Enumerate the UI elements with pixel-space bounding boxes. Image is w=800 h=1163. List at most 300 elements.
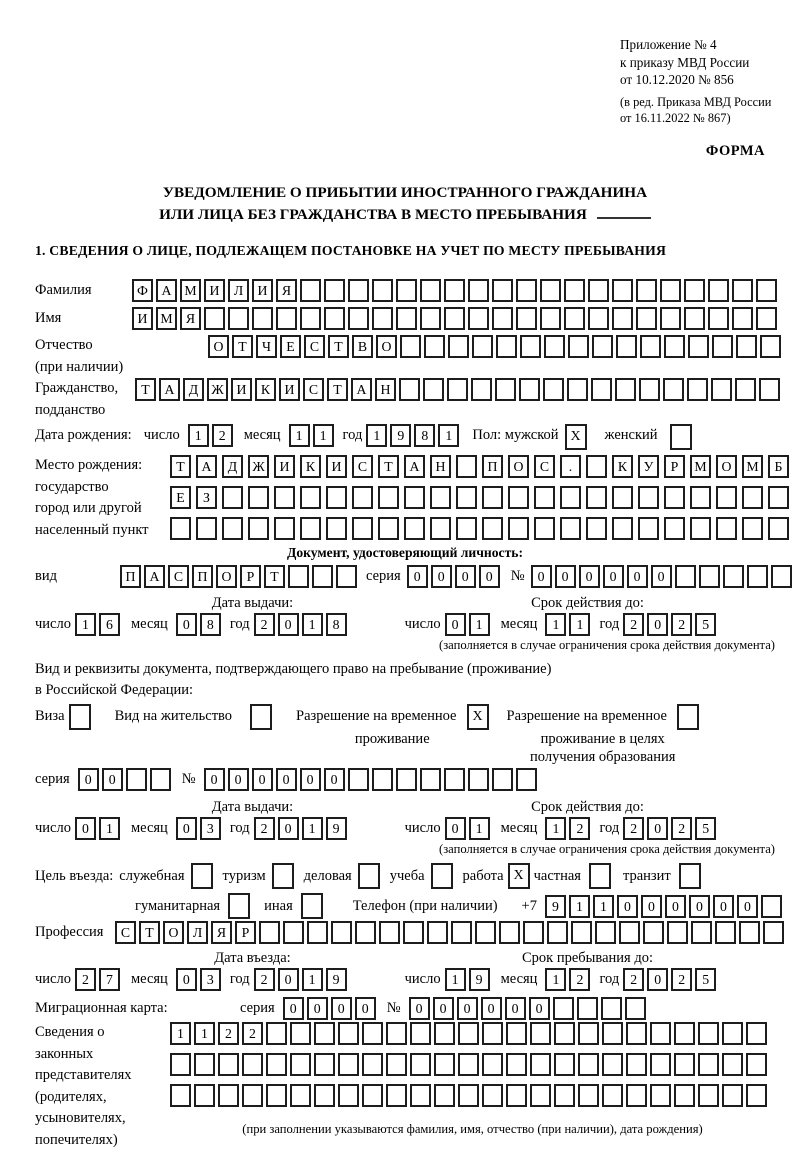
char-cell[interactable] xyxy=(283,921,304,944)
purpose-business-checkbox[interactable] xyxy=(358,863,380,889)
char-cell[interactable]: 0 xyxy=(324,768,345,791)
char-cell[interactable] xyxy=(290,1084,311,1107)
char-cell[interactable]: С xyxy=(352,455,373,478)
char-cell[interactable] xyxy=(355,921,376,944)
char-cell[interactable] xyxy=(434,1053,455,1076)
char-cell[interactable]: 0 xyxy=(579,565,600,588)
char-cell[interactable] xyxy=(708,279,729,302)
char-cell[interactable]: 0 xyxy=(433,997,454,1020)
purpose-study-checkbox[interactable] xyxy=(431,863,453,889)
char-cell[interactable]: 6 xyxy=(99,613,120,636)
char-cell[interactable] xyxy=(378,517,399,540)
char-cell[interactable]: Р xyxy=(664,455,685,478)
char-cell[interactable]: 1 xyxy=(569,613,590,636)
char-cell[interactable]: 2 xyxy=(569,817,590,840)
char-cell[interactable] xyxy=(420,279,441,302)
char-cell[interactable]: Т xyxy=(139,921,160,944)
char-cell[interactable] xyxy=(640,335,661,358)
char-cell[interactable]: А xyxy=(144,565,165,588)
char-cell[interactable]: 1 xyxy=(302,613,323,636)
char-cell[interactable] xyxy=(420,768,441,791)
char-cell[interactable] xyxy=(742,517,763,540)
char-cell[interactable] xyxy=(534,517,555,540)
char-cell[interactable]: 1 xyxy=(366,424,387,447)
char-cell[interactable] xyxy=(506,1022,527,1045)
char-cell[interactable] xyxy=(499,921,520,944)
char-cell[interactable] xyxy=(307,921,328,944)
char-cell[interactable]: А xyxy=(156,279,177,302)
char-cell[interactable] xyxy=(586,517,607,540)
char-cell[interactable] xyxy=(708,307,729,330)
char-cell[interactable] xyxy=(746,1084,767,1107)
char-cell[interactable]: Д xyxy=(222,455,243,478)
char-cell[interactable]: 0 xyxy=(603,565,624,588)
char-cell[interactable]: 0 xyxy=(407,565,428,588)
char-cell[interactable] xyxy=(314,1084,335,1107)
gender-male-checkbox[interactable]: X xyxy=(565,424,587,450)
char-cell[interactable]: Т xyxy=(170,455,191,478)
char-cell[interactable]: 1 xyxy=(313,424,334,447)
char-cell[interactable] xyxy=(482,1022,503,1045)
char-cell[interactable]: 2 xyxy=(212,424,233,447)
char-cell[interactable] xyxy=(716,517,737,540)
char-cell[interactable] xyxy=(732,279,753,302)
char-cell[interactable]: П xyxy=(120,565,141,588)
char-cell[interactable] xyxy=(684,307,705,330)
char-cell[interactable]: 2 xyxy=(671,613,692,636)
char-cell[interactable]: 1 xyxy=(194,1022,215,1045)
char-cell[interactable] xyxy=(763,921,784,944)
char-cell[interactable] xyxy=(468,768,489,791)
char-cell[interactable]: 9 xyxy=(469,968,490,991)
char-cell[interactable]: 0 xyxy=(445,613,466,636)
char-cell[interactable]: 0 xyxy=(102,768,123,791)
char-cell[interactable]: 2 xyxy=(671,968,692,991)
char-cell[interactable] xyxy=(711,378,732,401)
char-cell[interactable] xyxy=(560,517,581,540)
char-cell[interactable] xyxy=(577,997,598,1020)
char-cell[interactable] xyxy=(586,455,607,478)
char-cell[interactable]: 0 xyxy=(409,997,430,1020)
char-cell[interactable]: 0 xyxy=(276,768,297,791)
char-cell[interactable]: 0 xyxy=(307,997,328,1020)
char-cell[interactable] xyxy=(756,307,777,330)
char-cell[interactable] xyxy=(331,921,352,944)
char-cell[interactable] xyxy=(625,997,646,1020)
char-cell[interactable]: 0 xyxy=(641,895,662,918)
char-cell[interactable] xyxy=(554,1053,575,1076)
char-cell[interactable]: 1 xyxy=(99,817,120,840)
char-cell[interactable]: 1 xyxy=(545,968,566,991)
char-cell[interactable] xyxy=(530,1053,551,1076)
char-cell[interactable]: 9 xyxy=(326,968,347,991)
char-cell[interactable] xyxy=(456,486,477,509)
char-cell[interactable]: С xyxy=(304,335,325,358)
char-cell[interactable] xyxy=(352,486,373,509)
char-cell[interactable] xyxy=(553,997,574,1020)
char-cell[interactable] xyxy=(534,486,555,509)
char-cell[interactable] xyxy=(423,378,444,401)
char-cell[interactable] xyxy=(747,565,768,588)
char-cell[interactable] xyxy=(506,1053,527,1076)
char-cell[interactable] xyxy=(568,335,589,358)
char-cell[interactable]: 0 xyxy=(300,768,321,791)
char-cell[interactable]: 5 xyxy=(695,817,716,840)
purpose-other-checkbox[interactable] xyxy=(301,893,323,919)
char-cell[interactable]: М xyxy=(180,279,201,302)
char-cell[interactable]: 2 xyxy=(75,968,96,991)
char-cell[interactable]: Р xyxy=(240,565,261,588)
char-cell[interactable] xyxy=(560,486,581,509)
char-cell[interactable] xyxy=(674,1053,695,1076)
char-cell[interactable]: Т xyxy=(135,378,156,401)
char-cell[interactable] xyxy=(619,921,640,944)
char-cell[interactable]: И xyxy=(132,307,153,330)
char-cell[interactable]: 1 xyxy=(302,968,323,991)
char-cell[interactable] xyxy=(495,378,516,401)
char-cell[interactable] xyxy=(386,1084,407,1107)
char-cell[interactable]: А xyxy=(159,378,180,401)
char-cell[interactable] xyxy=(746,1022,767,1045)
char-cell[interactable]: Н xyxy=(375,378,396,401)
char-cell[interactable] xyxy=(312,565,333,588)
char-cell[interactable] xyxy=(578,1084,599,1107)
char-cell[interactable]: 0 xyxy=(455,565,476,588)
char-cell[interactable] xyxy=(404,517,425,540)
visa-checkbox[interactable] xyxy=(69,704,91,730)
char-cell[interactable]: 0 xyxy=(555,565,576,588)
char-cell[interactable]: 0 xyxy=(529,997,550,1020)
char-cell[interactable]: Р xyxy=(235,921,256,944)
char-cell[interactable] xyxy=(768,486,789,509)
residence-permit-checkbox[interactable] xyxy=(250,704,272,730)
char-cell[interactable]: С xyxy=(115,921,136,944)
char-cell[interactable] xyxy=(396,279,417,302)
char-cell[interactable]: 0 xyxy=(647,968,668,991)
char-cell[interactable]: 0 xyxy=(737,895,758,918)
char-cell[interactable] xyxy=(530,1022,551,1045)
char-cell[interactable]: 0 xyxy=(479,565,500,588)
char-cell[interactable]: 0 xyxy=(176,613,197,636)
char-cell[interactable]: И xyxy=(274,455,295,478)
char-cell[interactable] xyxy=(516,279,537,302)
char-cell[interactable] xyxy=(742,486,763,509)
char-cell[interactable] xyxy=(475,921,496,944)
char-cell[interactable] xyxy=(362,1053,383,1076)
char-cell[interactable]: Т xyxy=(378,455,399,478)
char-cell[interactable] xyxy=(508,517,529,540)
char-cell[interactable]: Т xyxy=(328,335,349,358)
char-cell[interactable]: 2 xyxy=(254,613,275,636)
char-cell[interactable] xyxy=(636,307,657,330)
char-cell[interactable]: . xyxy=(560,455,581,478)
char-cell[interactable] xyxy=(492,279,513,302)
char-cell[interactable]: 2 xyxy=(242,1022,263,1045)
char-cell[interactable] xyxy=(248,486,269,509)
char-cell[interactable] xyxy=(338,1053,359,1076)
char-cell[interactable] xyxy=(564,307,585,330)
char-cell[interactable] xyxy=(424,335,445,358)
char-cell[interactable]: 0 xyxy=(176,968,197,991)
char-cell[interactable] xyxy=(430,517,451,540)
char-cell[interactable] xyxy=(723,565,744,588)
char-cell[interactable]: 9 xyxy=(545,895,566,918)
char-cell[interactable] xyxy=(508,486,529,509)
char-cell[interactable] xyxy=(324,307,345,330)
char-cell[interactable]: 2 xyxy=(569,968,590,991)
char-cell[interactable] xyxy=(372,279,393,302)
char-cell[interactable] xyxy=(352,517,373,540)
char-cell[interactable]: Я xyxy=(276,279,297,302)
char-cell[interactable] xyxy=(643,921,664,944)
char-cell[interactable]: 1 xyxy=(445,968,466,991)
purpose-humanitarian-checkbox[interactable] xyxy=(228,893,250,919)
char-cell[interactable]: 0 xyxy=(713,895,734,918)
temporary-residence-checkbox[interactable]: X xyxy=(467,704,489,730)
char-cell[interactable]: 0 xyxy=(228,768,249,791)
char-cell[interactable] xyxy=(612,517,633,540)
char-cell[interactable] xyxy=(482,486,503,509)
char-cell[interactable] xyxy=(667,921,688,944)
char-cell[interactable]: 0 xyxy=(252,768,273,791)
char-cell[interactable]: 2 xyxy=(623,968,644,991)
char-cell[interactable] xyxy=(756,279,777,302)
char-cell[interactable] xyxy=(516,768,537,791)
char-cell[interactable] xyxy=(588,279,609,302)
char-cell[interactable] xyxy=(196,517,217,540)
char-cell[interactable] xyxy=(456,517,477,540)
char-cell[interactable] xyxy=(626,1053,647,1076)
char-cell[interactable] xyxy=(601,997,622,1020)
char-cell[interactable] xyxy=(471,378,492,401)
char-cell[interactable]: 0 xyxy=(665,895,686,918)
char-cell[interactable]: 0 xyxy=(278,968,299,991)
char-cell[interactable] xyxy=(410,1053,431,1076)
char-cell[interactable] xyxy=(338,1022,359,1045)
char-cell[interactable]: 1 xyxy=(593,895,614,918)
char-cell[interactable] xyxy=(674,1022,695,1045)
char-cell[interactable] xyxy=(338,1084,359,1107)
char-cell[interactable] xyxy=(266,1053,287,1076)
char-cell[interactable]: О xyxy=(716,455,737,478)
char-cell[interactable]: 0 xyxy=(78,768,99,791)
char-cell[interactable]: Е xyxy=(170,486,191,509)
char-cell[interactable]: К xyxy=(612,455,633,478)
char-cell[interactable] xyxy=(290,1022,311,1045)
char-cell[interactable] xyxy=(242,1084,263,1107)
char-cell[interactable] xyxy=(664,517,685,540)
char-cell[interactable]: Т xyxy=(232,335,253,358)
gender-female-checkbox[interactable] xyxy=(670,424,692,450)
char-cell[interactable] xyxy=(126,768,147,791)
char-cell[interactable]: 5 xyxy=(695,968,716,991)
char-cell[interactable] xyxy=(739,921,760,944)
char-cell[interactable] xyxy=(300,307,321,330)
char-cell[interactable]: 1 xyxy=(170,1022,191,1045)
char-cell[interactable] xyxy=(420,307,441,330)
char-cell[interactable] xyxy=(326,517,347,540)
char-cell[interactable] xyxy=(595,921,616,944)
char-cell[interactable] xyxy=(386,1022,407,1045)
char-cell[interactable] xyxy=(434,1084,455,1107)
char-cell[interactable]: И xyxy=(279,378,300,401)
char-cell[interactable]: 0 xyxy=(278,613,299,636)
char-cell[interactable] xyxy=(664,335,685,358)
char-cell[interactable]: М xyxy=(742,455,763,478)
char-cell[interactable]: Н xyxy=(430,455,451,478)
char-cell[interactable] xyxy=(602,1084,623,1107)
char-cell[interactable] xyxy=(300,517,321,540)
char-cell[interactable] xyxy=(638,486,659,509)
char-cell[interactable] xyxy=(222,517,243,540)
char-cell[interactable]: 0 xyxy=(355,997,376,1020)
char-cell[interactable]: 7 xyxy=(99,968,120,991)
char-cell[interactable] xyxy=(544,335,565,358)
char-cell[interactable] xyxy=(222,486,243,509)
char-cell[interactable]: 0 xyxy=(651,565,672,588)
char-cell[interactable] xyxy=(300,486,321,509)
char-cell[interactable] xyxy=(602,1022,623,1045)
char-cell[interactable] xyxy=(410,1084,431,1107)
char-cell[interactable]: О xyxy=(376,335,397,358)
char-cell[interactable] xyxy=(523,921,544,944)
char-cell[interactable]: Я xyxy=(180,307,201,330)
char-cell[interactable]: 9 xyxy=(390,424,411,447)
char-cell[interactable] xyxy=(444,279,465,302)
char-cell[interactable] xyxy=(626,1022,647,1045)
char-cell[interactable] xyxy=(228,307,249,330)
char-cell[interactable] xyxy=(760,335,781,358)
char-cell[interactable] xyxy=(204,307,225,330)
char-cell[interactable] xyxy=(456,455,477,478)
char-cell[interactable] xyxy=(362,1084,383,1107)
char-cell[interactable] xyxy=(716,486,737,509)
char-cell[interactable]: 8 xyxy=(414,424,435,447)
purpose-work-checkbox[interactable]: X xyxy=(508,863,530,889)
char-cell[interactable]: Я xyxy=(211,921,232,944)
char-cell[interactable] xyxy=(761,895,782,918)
char-cell[interactable]: М xyxy=(690,455,711,478)
char-cell[interactable] xyxy=(540,307,561,330)
char-cell[interactable] xyxy=(194,1084,215,1107)
char-cell[interactable] xyxy=(736,335,757,358)
char-cell[interactable] xyxy=(626,1084,647,1107)
char-cell[interactable] xyxy=(314,1053,335,1076)
char-cell[interactable] xyxy=(482,1053,503,1076)
char-cell[interactable] xyxy=(386,1053,407,1076)
char-cell[interactable] xyxy=(768,517,789,540)
char-cell[interactable]: А xyxy=(404,455,425,478)
char-cell[interactable]: Ч xyxy=(256,335,277,358)
char-cell[interactable] xyxy=(722,1022,743,1045)
char-cell[interactable]: М xyxy=(156,307,177,330)
char-cell[interactable] xyxy=(399,378,420,401)
char-cell[interactable]: С xyxy=(168,565,189,588)
char-cell[interactable] xyxy=(578,1053,599,1076)
char-cell[interactable] xyxy=(612,307,633,330)
char-cell[interactable] xyxy=(567,378,588,401)
char-cell[interactable] xyxy=(663,378,684,401)
char-cell[interactable] xyxy=(451,921,472,944)
char-cell[interactable]: 3 xyxy=(200,817,221,840)
char-cell[interactable] xyxy=(660,307,681,330)
char-cell[interactable]: К xyxy=(255,378,276,401)
purpose-official-checkbox[interactable] xyxy=(191,863,213,889)
char-cell[interactable]: 0 xyxy=(505,997,526,1020)
char-cell[interactable] xyxy=(448,335,469,358)
char-cell[interactable] xyxy=(348,768,369,791)
char-cell[interactable]: 0 xyxy=(617,895,638,918)
char-cell[interactable] xyxy=(771,565,792,588)
char-cell[interactable] xyxy=(170,1053,191,1076)
char-cell[interactable] xyxy=(379,921,400,944)
char-cell[interactable]: 0 xyxy=(431,565,452,588)
char-cell[interactable]: И xyxy=(326,455,347,478)
char-cell[interactable] xyxy=(530,1084,551,1107)
char-cell[interactable]: 0 xyxy=(627,565,648,588)
char-cell[interactable] xyxy=(699,565,720,588)
char-cell[interactable] xyxy=(592,335,613,358)
char-cell[interactable] xyxy=(290,1053,311,1076)
char-cell[interactable] xyxy=(410,1022,431,1045)
char-cell[interactable]: И xyxy=(252,279,273,302)
char-cell[interactable] xyxy=(650,1022,671,1045)
char-cell[interactable]: 8 xyxy=(326,613,347,636)
char-cell[interactable] xyxy=(588,307,609,330)
char-cell[interactable]: 0 xyxy=(457,997,478,1020)
char-cell[interactable]: 1 xyxy=(545,613,566,636)
char-cell[interactable]: 0 xyxy=(283,997,304,1020)
char-cell[interactable]: 1 xyxy=(75,613,96,636)
char-cell[interactable]: 2 xyxy=(254,968,275,991)
char-cell[interactable] xyxy=(492,768,513,791)
char-cell[interactable] xyxy=(554,1022,575,1045)
char-cell[interactable] xyxy=(170,517,191,540)
char-cell[interactable] xyxy=(722,1084,743,1107)
char-cell[interactable] xyxy=(650,1084,671,1107)
char-cell[interactable] xyxy=(636,279,657,302)
char-cell[interactable] xyxy=(638,517,659,540)
char-cell[interactable] xyxy=(396,768,417,791)
char-cell[interactable] xyxy=(674,1084,695,1107)
char-cell[interactable] xyxy=(242,1053,263,1076)
char-cell[interactable] xyxy=(444,307,465,330)
char-cell[interactable]: 1 xyxy=(469,817,490,840)
char-cell[interactable]: 9 xyxy=(326,817,347,840)
char-cell[interactable]: З xyxy=(196,486,217,509)
char-cell[interactable] xyxy=(336,565,357,588)
char-cell[interactable] xyxy=(690,486,711,509)
char-cell[interactable] xyxy=(691,921,712,944)
char-cell[interactable] xyxy=(472,335,493,358)
char-cell[interactable]: Ж xyxy=(248,455,269,478)
char-cell[interactable]: 0 xyxy=(75,817,96,840)
char-cell[interactable] xyxy=(639,378,660,401)
char-cell[interactable] xyxy=(427,921,448,944)
char-cell[interactable] xyxy=(378,486,399,509)
char-cell[interactable] xyxy=(496,335,517,358)
char-cell[interactable] xyxy=(274,517,295,540)
education-residence-checkbox[interactable] xyxy=(677,704,699,730)
char-cell[interactable] xyxy=(396,307,417,330)
char-cell[interactable]: Д xyxy=(183,378,204,401)
char-cell[interactable]: В xyxy=(352,335,373,358)
char-cell[interactable]: 3 xyxy=(200,968,221,991)
char-cell[interactable] xyxy=(543,378,564,401)
char-cell[interactable] xyxy=(650,1053,671,1076)
char-cell[interactable] xyxy=(684,279,705,302)
char-cell[interactable] xyxy=(698,1084,719,1107)
